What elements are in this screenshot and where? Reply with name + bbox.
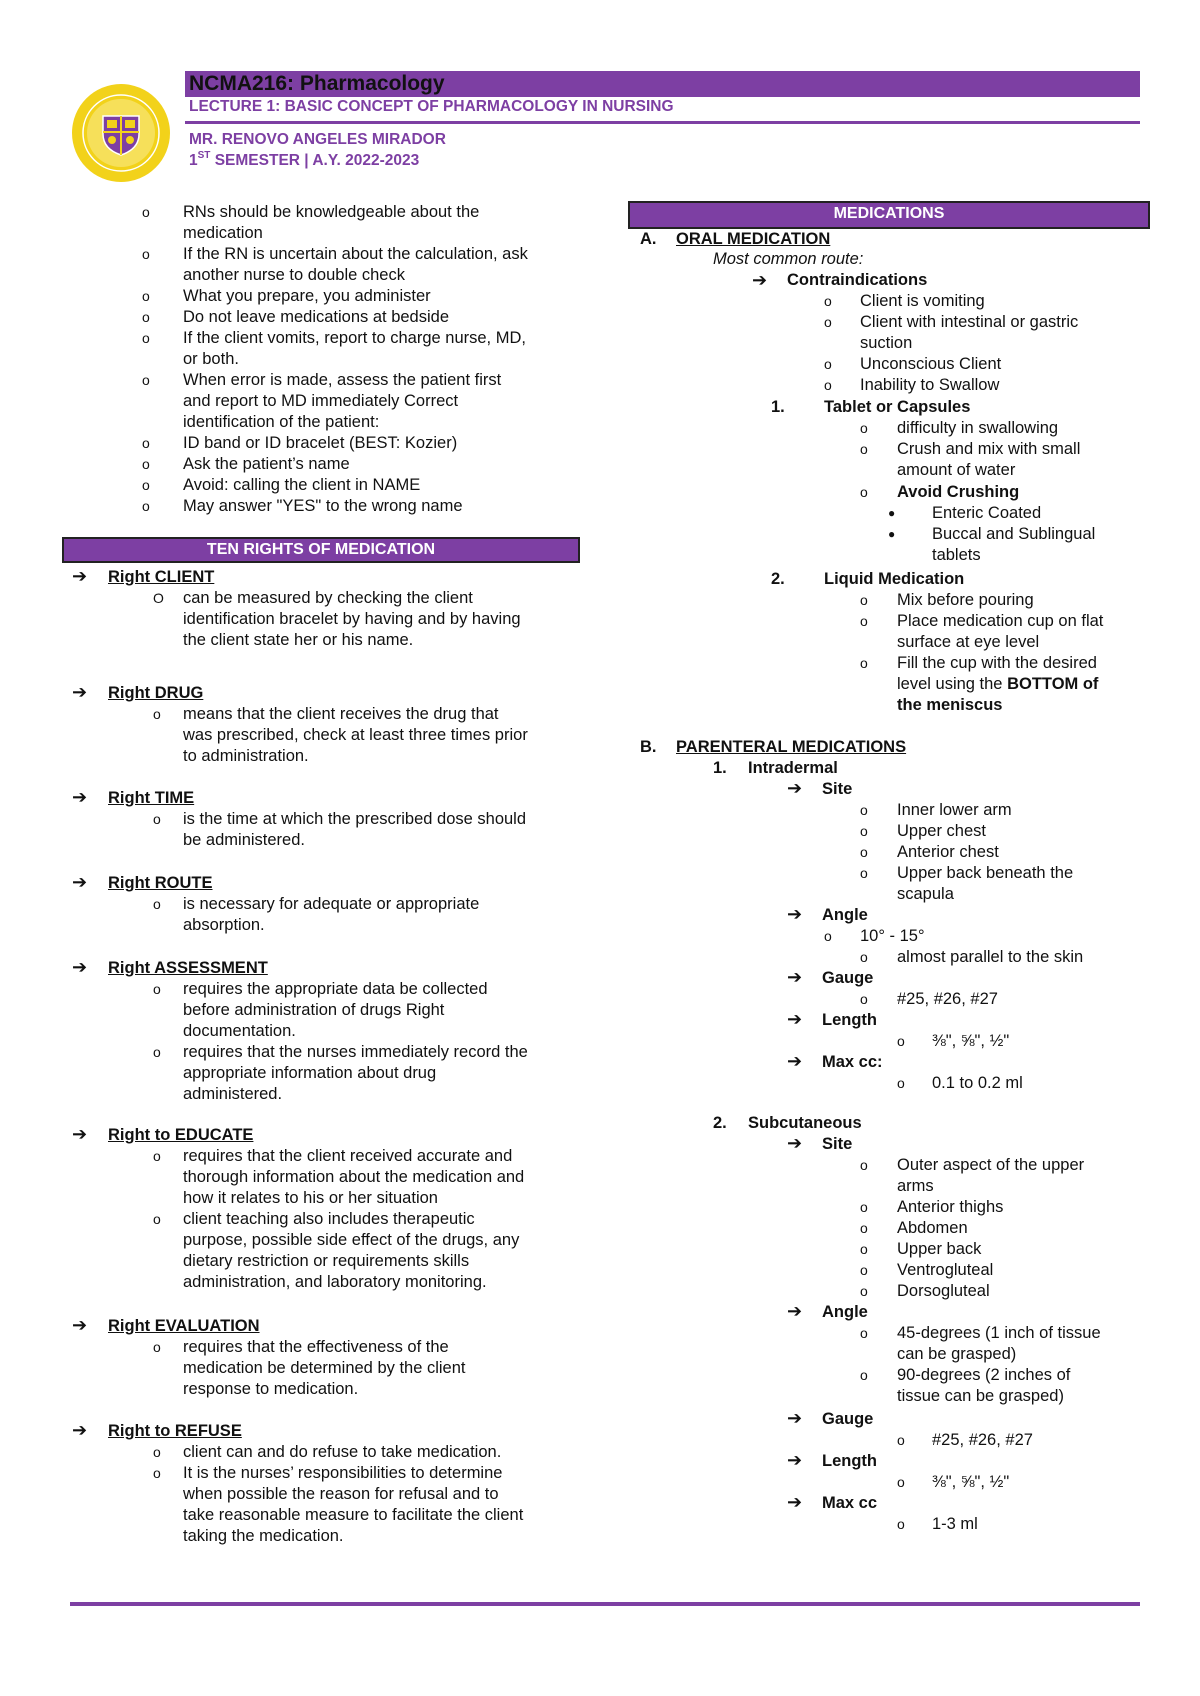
arrow-icon: ➔ [787,1450,803,1470]
site-item: Inner lower arm [897,801,1012,819]
site-label: Site [822,1135,853,1153]
right-title: Right to REFUSE [108,1422,242,1440]
right-title: Right ASSESSMENT [108,959,268,977]
right-bullet-icon: o [153,1465,161,1481]
avoid-item: Enteric Coated [932,504,1042,522]
site-item: Anterior chest [897,843,999,861]
angle-bullet-icon: o [860,1325,868,1341]
angle-item: 90-degrees (2 inches of [897,1366,1071,1384]
right-item-cont: administered. [183,1085,283,1103]
intro-item: If the RN is uncertain about the calculation, ask [183,245,528,263]
angle-item: 45-degrees (1 inch of tissue [897,1324,1101,1342]
right-item: client teaching also includes therapeutic [183,1210,475,1228]
gauge-value: #25, #26, #27 [932,1431,1033,1449]
right-item: requires that the nurses immediately record the [183,1043,528,1061]
bullet-icon: o [897,1516,905,1532]
site-bullet-icon: o [860,844,868,860]
site-item: Abdomen [897,1219,968,1237]
site-bullet-icon: o [860,1157,868,1173]
intro-bullet-icon: o [142,309,150,325]
right-title: Right ROUTE [108,874,213,892]
right-title: Right TIME [108,789,195,807]
angle-note: almost parallel to the skin [897,948,1084,966]
right-title: Right DRUG [108,684,204,702]
right-item-cont: identification bracelet by having and by having [183,610,521,628]
site-item: Upper back [897,1240,982,1258]
right-item-cont: when possible the reason for refusal and to [183,1485,499,1503]
right-item: requires that the effectiveness of the [183,1338,449,1356]
intro-bullet-icon: o [142,330,150,346]
right-bullet-icon: o [153,896,161,912]
liquid-item: Place medication cup on flat [897,612,1104,630]
footer-divider [70,1602,1140,1606]
right-item: means that the client receives the drug that [183,705,499,723]
medications-heading: MEDICATIONS [628,201,1150,229]
parenteral-letter: B. [640,738,657,756]
contra-item: Unconscious Client [860,355,1002,373]
avoid-item-cont: tablets [932,546,981,564]
avoid-crushing: Avoid Crushing [897,483,1020,501]
arrow-icon: ➔ [72,957,88,977]
right-item: can be measured by checking the client [183,589,473,607]
right-item-cont: response to medication. [183,1380,359,1398]
site-item: Dorsogluteal [897,1282,990,1300]
instructor-name: MR. RENOVO ANGELES MIRADOR [189,131,446,148]
arrow-icon: ➔ [787,1492,803,1512]
intro-bullet-icon: o [142,435,150,451]
contra-bullet-icon: o [824,356,832,372]
intro-item: May answer "YES" to the wrong name [183,497,463,515]
arrow-icon: ➔ [752,270,768,290]
oral-note: Most common route: [713,250,864,268]
right-bullet-icon: o [153,1044,161,1060]
contra-title: Contraindications [787,271,928,289]
tablet-num: 1. [771,398,785,416]
intro-item-cont: or both. [183,350,239,368]
site-item-cont: scapula [897,885,954,903]
right-item-cont: medication be determined by the client [183,1359,466,1377]
intro-item: RNs should be knowledgeable about the [183,203,480,221]
intro-bullet-icon: o [142,456,150,472]
intro-item-cont: medication [183,224,263,242]
avoid-bullet-icon: ● [888,527,896,541]
arrow-icon: ➔ [72,566,88,586]
arrow-icon: ➔ [787,1133,803,1153]
intro-item-cont: another nurse to double check [183,266,405,284]
site-bullet-icon: o [860,1199,868,1215]
right-bullet-icon: o [153,1148,161,1164]
angle-item-cont: tissue can be grasped) [897,1387,1064,1405]
right-item-cont: how it relates to his or her situation [183,1189,438,1207]
intro-item: Do not leave medications at bedside [183,308,449,326]
arrow-icon: ➔ [787,1051,803,1071]
avoid-item: Buccal and Sublingual [932,525,1096,543]
arrow-icon: ➔ [72,1124,88,1144]
liquid-item-cont: the meniscus [897,696,1003,714]
right-bullet-icon: o [153,811,161,827]
header-divider [185,121,1140,124]
right-item-cont: to administration. [183,747,309,765]
right-item-cont: administration, and laboratory monitoring. [183,1273,487,1291]
intro-item-cont: identification of the patient: [183,413,380,431]
site-item: Ventrogluteal [897,1261,994,1279]
arrow-icon: ➔ [787,1009,803,1029]
intro-item: ID band or ID bracelet (BEST: Kozier) [183,434,458,452]
arrow-icon: ➔ [72,682,88,702]
contra-bullet-icon: o [824,377,832,393]
site-bullet-icon: o [860,823,868,839]
max-value: 1-3 ml [932,1515,978,1533]
right-bullet-icon: o [153,981,161,997]
site-bullet-icon: o [860,1241,868,1257]
arrow-icon: ➔ [787,1301,803,1321]
right-item-cont: before administration of drugs Right [183,1001,445,1019]
arrow-icon: ➔ [787,778,803,798]
right-item-cont: the client state her or his name. [183,631,414,649]
right-item-cont: take reasonable measure to facilitate the client [183,1506,524,1524]
right-item-cont: absorption. [183,916,265,934]
site-item-cont: arms [897,1177,934,1195]
arrow-icon: ➔ [72,1420,88,1440]
site-label: Site [822,780,853,798]
site-item: Upper chest [897,822,986,840]
site-bullet-icon: o [860,865,868,881]
length-label: Length [822,1452,877,1470]
right-title: Right EVALUATION [108,1317,260,1335]
liquid-item: Fill the cup with the desired [897,654,1097,672]
right-title: Right to EDUCATE [108,1126,254,1144]
bullet-icon: o [897,1474,905,1490]
liquid-item-cont: surface at eye level [897,633,1040,651]
arrow-icon: ➔ [787,904,803,924]
length-label: Length [822,1011,877,1029]
liquid-num: 2. [771,570,785,588]
intro-item: What you prepare, you administer [183,287,431,305]
intro-bullet-icon: o [142,498,150,514]
intro-item: Ask the patient’s name [183,455,350,473]
liquid-item: Mix before pouring [897,591,1034,609]
right-item: is the time at which the prescribed dose should [183,810,527,828]
arrow-icon: ➔ [787,1408,803,1428]
tablet-item: difficulty in swallowing [897,419,1059,437]
intro-bullet-icon: o [142,246,150,262]
bullet-icon: o [860,592,868,608]
contra-item: Client is vomiting [860,292,985,310]
arrow-icon: ➔ [72,787,88,807]
arrow-icon: ➔ [72,872,88,892]
tablet-bullet-icon: o [860,420,868,436]
arrow-icon: ➔ [787,967,803,987]
liquid-item-cont: level using the BOTTOM of [897,675,1099,693]
semester-label: 1ST SEMESTER | A.Y. 2022-2023 [189,150,420,169]
angle-label: Angle [822,1303,868,1321]
right-title: Right CLIENT [108,568,215,586]
right-item-cont: be administered. [183,831,305,849]
bullet-icon: o [860,613,868,629]
angle-item-cont: can be grasped) [897,1345,1017,1363]
lecture-title: LECTURE 1: BASIC CONCEPT OF PHARMACOLOGY IN NURSING [189,98,674,115]
right-bullet-icon: o [153,1444,161,1460]
length-value: ⅜", ⅝", ½" [932,1032,1010,1050]
right-bullet-icon: o [153,1339,161,1355]
bullet-icon: o [897,1432,905,1448]
liquid-title: Liquid Medication [824,570,965,588]
intro-bullet-icon: o [142,288,150,304]
contra-item: Client with intestinal or gastric [860,313,1079,331]
gauge-label: Gauge [822,969,874,987]
oral-letter: A. [640,230,657,248]
intro-bullet-icon: o [142,372,150,388]
right-item: client can and do refuse to take medication. [183,1443,502,1461]
tablet-title: Tablet or Capsules [824,398,971,416]
ten-rights-heading: TEN RIGHTS OF MEDICATION [62,537,580,563]
gauge-value: #25, #26, #27 [897,990,998,1008]
contra-bullet-icon: o [824,314,832,330]
intro-bullet-icon: o [142,477,150,493]
subcutaneous-title: Subcutaneous [748,1114,862,1132]
right-bullet-icon: O [153,590,164,606]
intro-item: If the client vomits, report to charge nurse, MD, [183,329,526,347]
right-item-cont: purpose, possible side effect of the drugs, any [183,1231,520,1249]
bullet-icon: o [897,1033,905,1049]
right-item-cont: dietary restriction or requirements skills [183,1252,470,1270]
max-value: 0.1 to 0.2 ml [932,1074,1023,1092]
angle-value: 10° - 15° [860,927,925,945]
site-bullet-icon: o [860,1220,868,1236]
intro-item: Avoid: calling the client in NAME [183,476,421,494]
right-item-cont: thorough information about the medication and [183,1168,525,1186]
bullet-icon: o [860,949,868,965]
right-item-cont: appropriate information about drug [183,1064,437,1082]
school-seal-logo [70,82,172,184]
course-title: NCMA216: Pharmacology [185,71,1140,97]
tablet-item-cont: amount of water [897,461,1016,479]
right-bullet-icon: o [153,1211,161,1227]
right-item: requires the appropriate data be collected [183,980,488,998]
tablet-item: Crush and mix with small [897,440,1081,458]
arrow-icon: ➔ [72,1315,88,1335]
max-label: Max cc: [822,1053,883,1071]
bullet-icon: o [860,655,868,671]
right-bullet-icon: o [153,706,161,722]
intradermal-title: Intradermal [748,759,838,777]
intro-item-cont: and report to MD immediately Correct [183,392,459,410]
bullet-icon: o [897,1075,905,1091]
oral-title: ORAL MEDICATION [676,230,831,248]
contra-item-cont: suction [860,334,913,352]
bullet-icon: o [860,484,868,500]
max-label: Max cc [822,1494,878,1512]
angle-label: Angle [822,906,868,924]
gauge-label: Gauge [822,1410,874,1428]
right-item: requires that the client received accurate and [183,1147,513,1165]
site-item: Outer aspect of the upper [897,1156,1085,1174]
intradermal-num: 1. [713,759,727,777]
subcutaneous-num: 2. [713,1114,727,1132]
intro-item: When error is made, assess the patient first [183,371,502,389]
parenteral-title: PARENTERAL MEDICATIONS [676,738,907,756]
site-bullet-icon: o [860,802,868,818]
right-item-cont: taking the medication. [183,1527,344,1545]
avoid-bullet-icon: ● [888,506,896,520]
contra-item: Inability to Swallow [860,376,1000,394]
bullet-icon: o [824,928,832,944]
site-item: Anterior thighs [897,1198,1004,1216]
tablet-bullet-icon: o [860,441,868,457]
contra-bullet-icon: o [824,293,832,309]
length-value: ⅜", ⅝", ½" [932,1473,1010,1491]
right-item-cont: documentation. [183,1022,296,1040]
site-bullet-icon: o [860,1262,868,1278]
bullet-icon: o [860,991,868,1007]
intro-bullet-icon: o [142,204,150,220]
right-item-cont: was prescribed, check at least three times prior [183,726,528,744]
site-item: Upper back beneath the [897,864,1074,882]
site-bullet-icon: o [860,1283,868,1299]
right-item: is necessary for adequate or appropriate [183,895,480,913]
angle-bullet-icon: o [860,1367,868,1383]
right-item: It is the nurses’ responsibilities to determine [183,1464,503,1482]
